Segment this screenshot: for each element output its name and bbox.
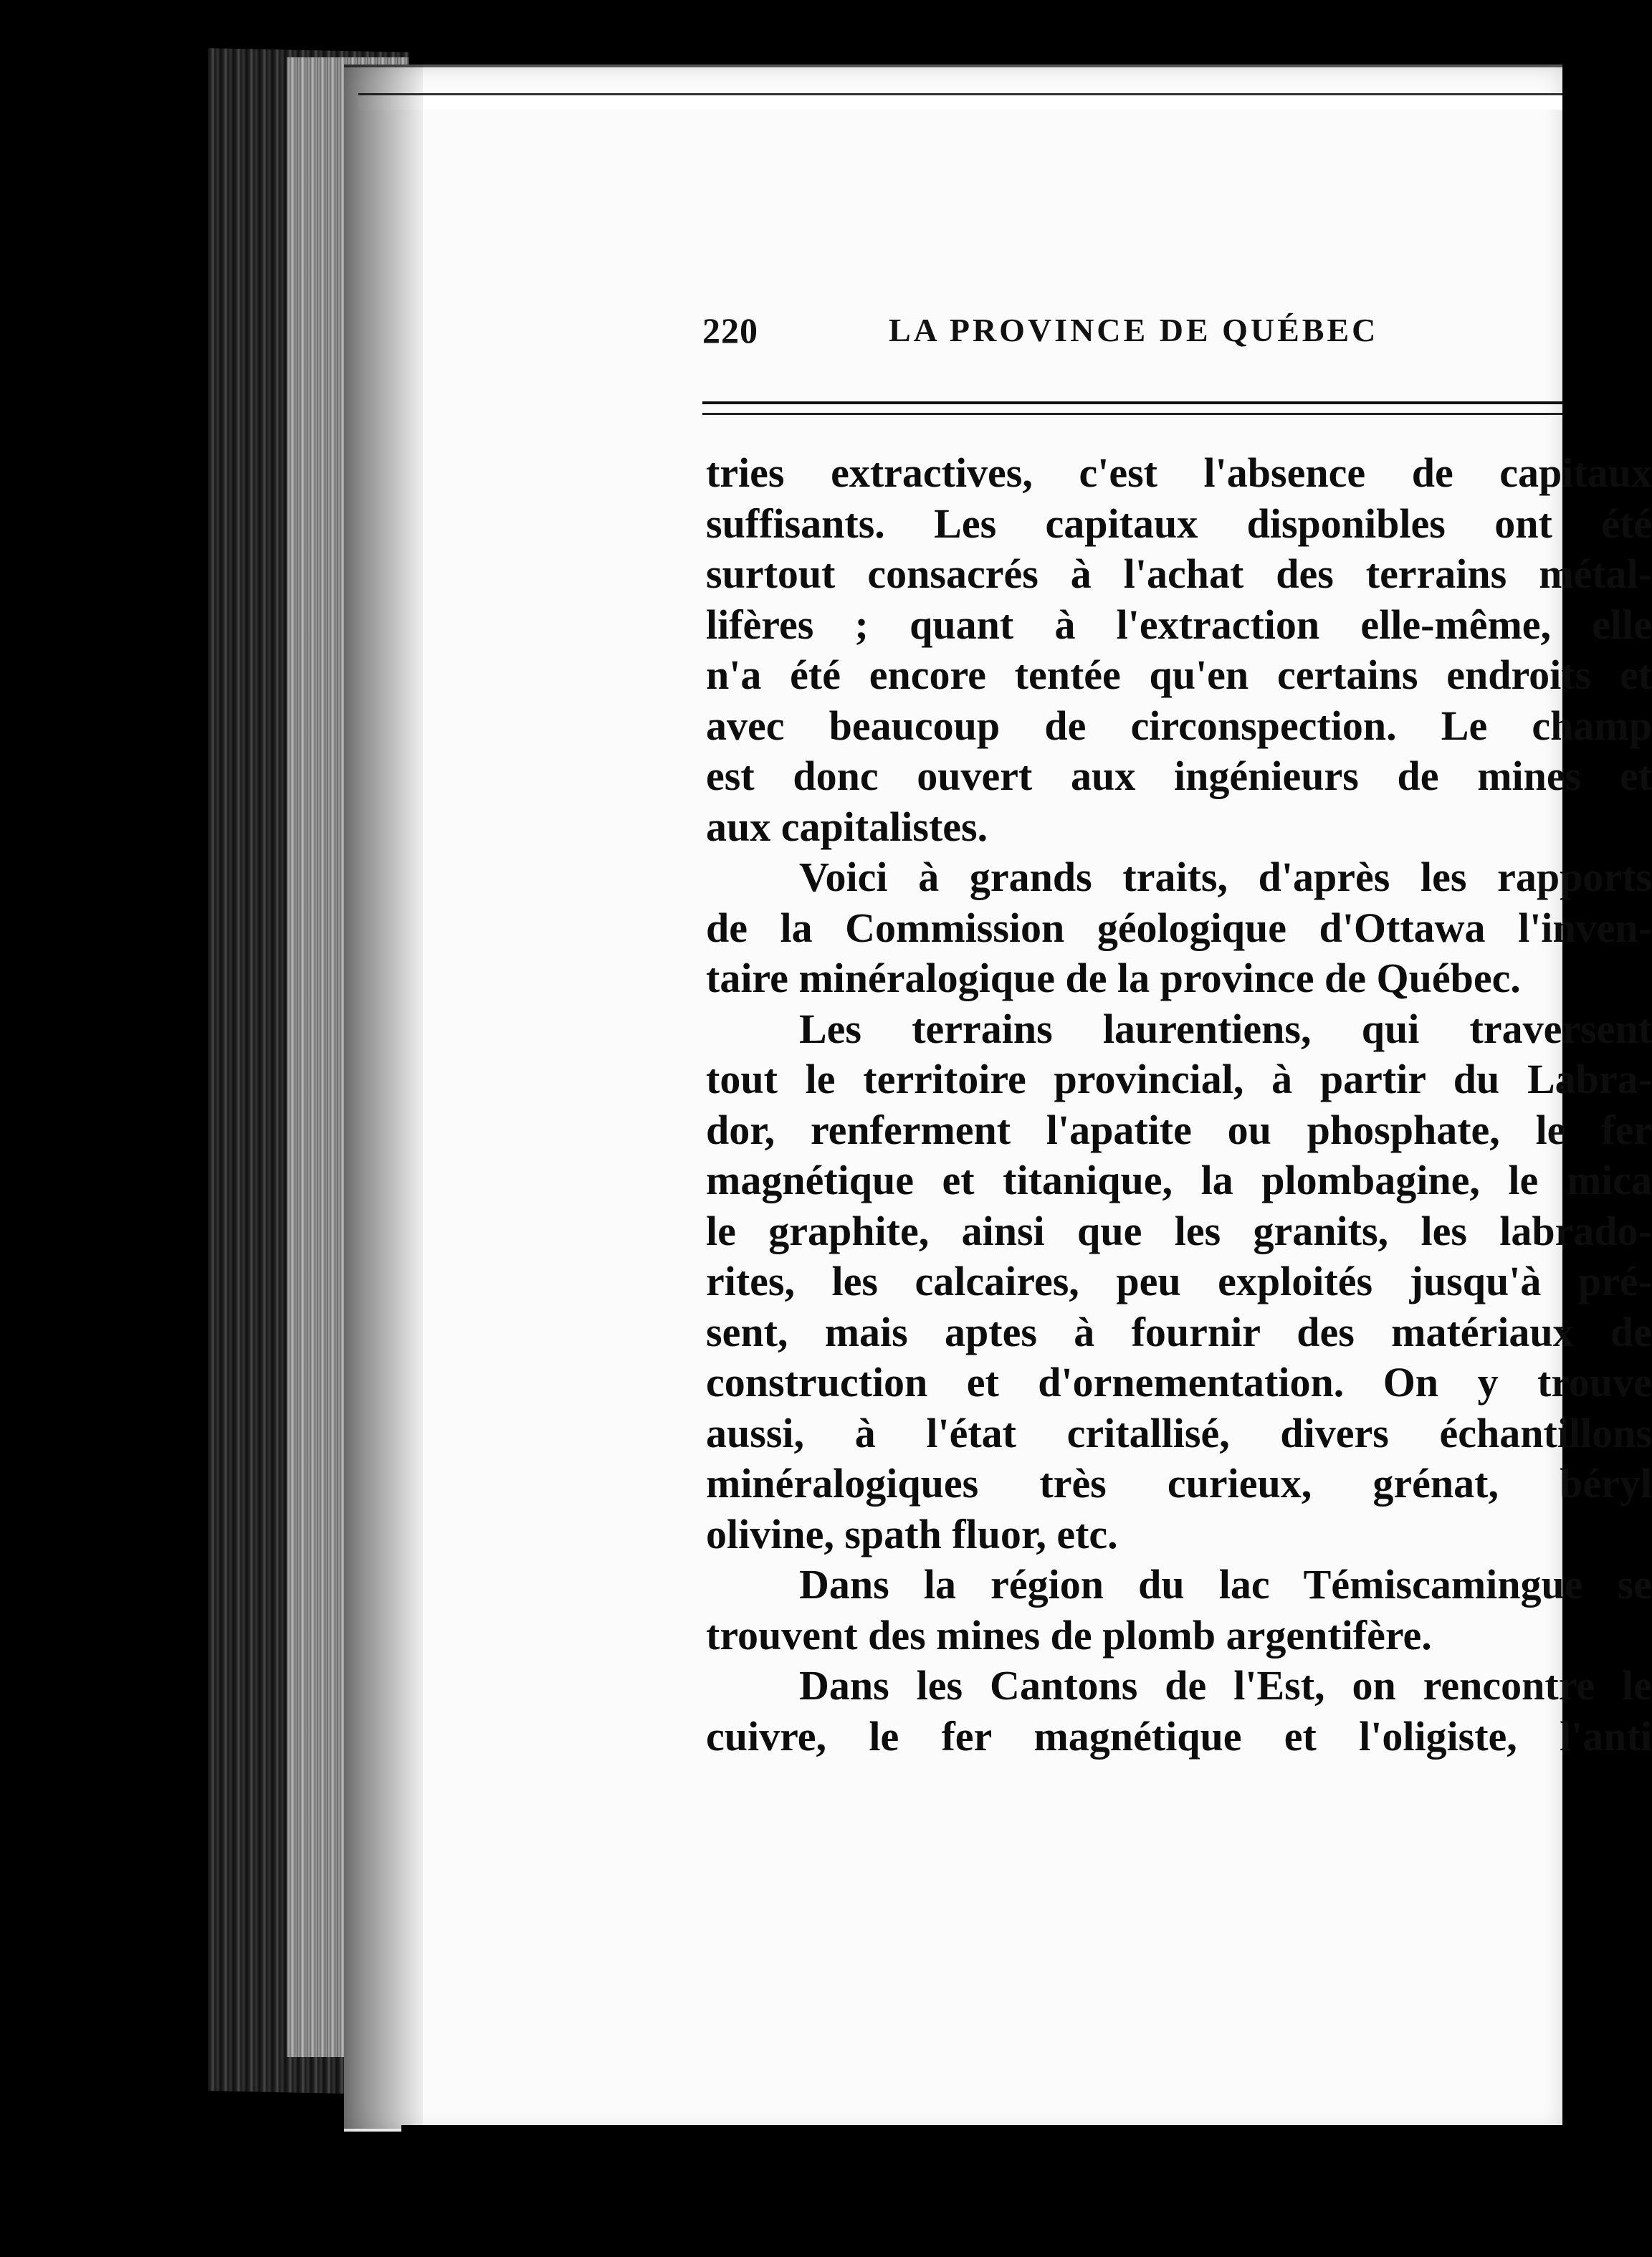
text-line: de la Commission géologique d'Ottawa l'inven- [706, 904, 1652, 951]
text-line: Dans la région du lac Témiscamingue se [799, 1561, 1652, 1608]
text-line: aux capitalistes. [706, 803, 988, 850]
text-line: n'a été encore tentée qu'en certains endroits et [706, 652, 1652, 698]
text-line: Voici à grands traits, d'après les rapports [799, 854, 1652, 900]
text-line: rites, les calcaires, peu exploités jusqu'à pré- [706, 1258, 1652, 1304]
gutter-shadow [344, 65, 423, 2129]
page-top-edge [358, 93, 1562, 110]
text-line: minéralogiques très curieux, grénat, béryl [706, 1460, 1652, 1507]
text-line: tries extractives, c'est l'absence de capitaux [706, 449, 1652, 496]
text-line: Les terrains laurentiens, qui traversent [799, 1005, 1652, 1052]
text-line: cuivre, le fer magnétique et l'oligiste, l'anti [706, 1712, 1652, 1760]
text-line: avec beaucoup de circonspection. Le champ [706, 702, 1652, 749]
header-rule [702, 401, 1562, 404]
text-line: magnétique et titanique, la plombagine, le mica [706, 1157, 1652, 1203]
text-line: dor, renferment l'apatite ou phosphate, le fer [706, 1106, 1652, 1153]
header-rule-double [702, 413, 1562, 415]
body-text [706, 448, 1652, 1762]
text-line: le graphite, ainsi que les granits, les labrado- [706, 1207, 1652, 1254]
text-line: suffisants. Les capitaux disponibles ont été [706, 500, 1652, 547]
running-title: LA PROVINCE DE QUÉBEC [889, 312, 1379, 348]
text-line: aussi, à l'état critallisé, divers échantillons [706, 1409, 1652, 1456]
text-line: est donc ouvert aux ingénieurs de mines et [706, 753, 1652, 799]
text-line: Dans les Cantons de l'Est, on rencontre le [799, 1662, 1652, 1709]
page-number: 220 [702, 310, 758, 350]
running-head [702, 310, 1527, 360]
text-line: construction et d'ornementation. On y trouve [706, 1359, 1652, 1406]
bottom-shadow [401, 2125, 1562, 2257]
text-line: surtout consacrés à l'achat des terrains métal- [706, 550, 1652, 597]
text-line: sent, mais aptes à fournir des matériaux de [706, 1308, 1652, 1355]
text-line: tout le territoire provincial, à partir du Labra- [706, 1056, 1652, 1102]
text-line: olivine, spath fluor, etc. [706, 1510, 1118, 1557]
text-line: trouvent des mines de plomb argentifère. [706, 1611, 1432, 1659]
text-line: taire minéralogique de la province de Québec. [706, 955, 1521, 1001]
text-line: lifères ; quant à l'extraction elle-même, elle [706, 601, 1652, 648]
